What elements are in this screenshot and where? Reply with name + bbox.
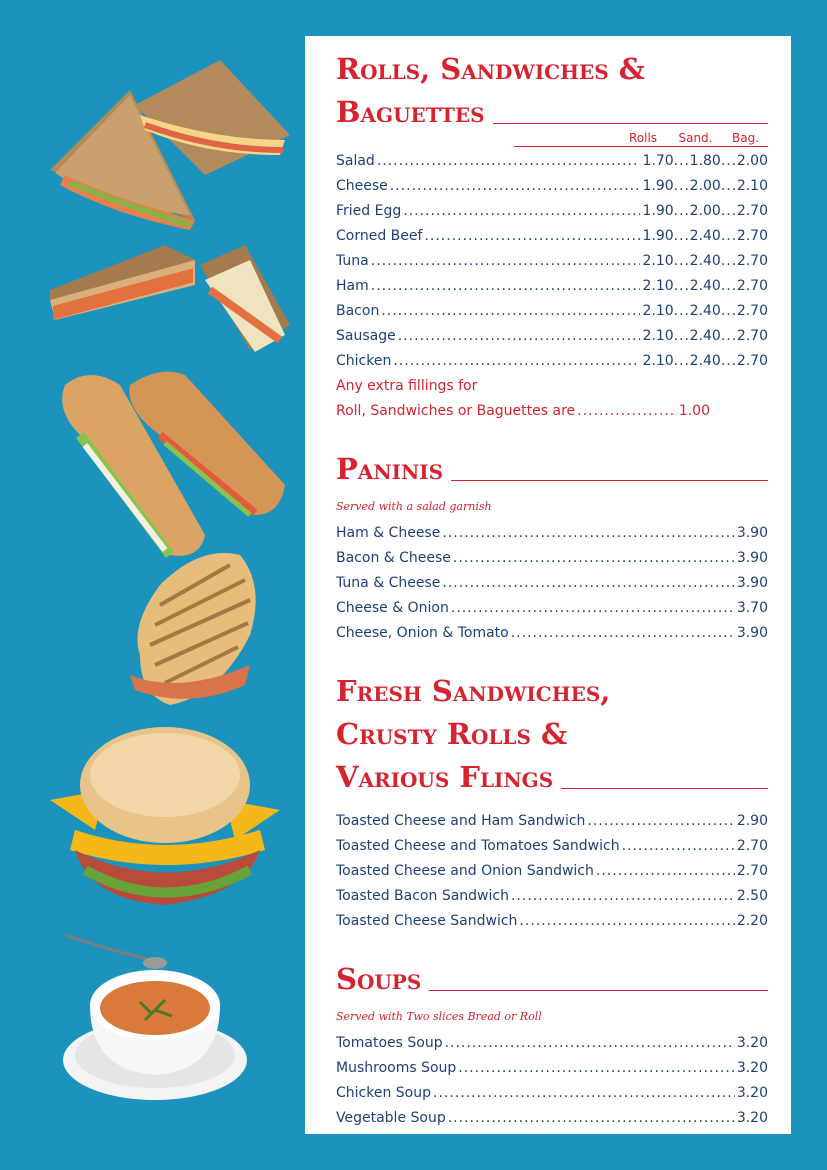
item-price-roll: 1.90 bbox=[642, 178, 674, 194]
item-name: Salad bbox=[336, 153, 375, 169]
section-title-line: Soups bbox=[336, 962, 422, 996]
section-title-line: Baguettes bbox=[336, 95, 485, 129]
item-price-roll: 2.10 bbox=[642, 303, 674, 319]
item-price-sandwich: 2.40 bbox=[689, 328, 721, 344]
menu-item-row bbox=[336, 249, 768, 274]
item-price-baguette: 2.00 bbox=[736, 153, 768, 169]
item-price-roll: 2.10 bbox=[642, 278, 674, 294]
item-price-roll: 1.90 bbox=[642, 228, 674, 244]
menu-item-row bbox=[336, 149, 768, 174]
item-name: Cheese & Onion bbox=[336, 600, 449, 616]
item-price-sandwich: 2.40 bbox=[689, 353, 721, 369]
menu-item-row bbox=[336, 596, 768, 621]
menu-item-row bbox=[336, 909, 768, 934]
item-name: Cheese, Onion & Tomato bbox=[336, 625, 509, 641]
item-price: 3.20 bbox=[736, 1035, 768, 1051]
extra-fillings-line: Any extra fillings for bbox=[336, 378, 478, 394]
extra-fillings-price: 1.00 bbox=[678, 403, 710, 419]
item-name: Tuna & Cheese bbox=[336, 575, 441, 591]
section-note: Served with a salad garnish bbox=[336, 500, 492, 513]
item-price-sandwich: 2.40 bbox=[689, 228, 721, 244]
menu-item-row bbox=[336, 809, 768, 834]
item-price: 3.90 bbox=[736, 550, 768, 566]
column-header-bag: Bag. bbox=[731, 131, 760, 145]
item-name: Toasted Cheese Sandwich bbox=[336, 913, 518, 929]
menu-item-row bbox=[336, 1106, 768, 1131]
item-name: Toasted Cheese and Ham Sandwich bbox=[336, 813, 586, 829]
section-title-line: Rolls, Sandwiches & bbox=[336, 52, 645, 86]
menu-item-row bbox=[336, 571, 768, 596]
item-price-roll: 2.10 bbox=[642, 328, 674, 344]
item-price: 2.20 bbox=[736, 913, 768, 929]
menu-item-row bbox=[336, 174, 768, 199]
item-price: 2.50 bbox=[736, 888, 768, 904]
item-price-sandwich: 2.00 bbox=[689, 203, 721, 219]
title-divider bbox=[429, 989, 768, 991]
item-price-baguette: 2.70 bbox=[736, 228, 768, 244]
section-paninis bbox=[336, 448, 768, 646]
item-price: 3.90 bbox=[736, 575, 768, 591]
item-price-roll: 2.10 bbox=[642, 253, 674, 269]
item-name: Mushrooms Soup bbox=[336, 1060, 457, 1076]
club-sandwich-image bbox=[45, 240, 295, 360]
item-name: Sausage bbox=[336, 328, 396, 344]
section-title-line: Crusty Rolls & bbox=[336, 717, 568, 751]
section-title-line: Fresh Sandwiches, bbox=[336, 674, 611, 708]
menu-item-row bbox=[336, 299, 768, 324]
item-price: 3.20 bbox=[736, 1110, 768, 1126]
menu-item-row bbox=[336, 521, 768, 546]
item-price-baguette: 2.70 bbox=[736, 303, 768, 319]
item-price-baguette: 2.70 bbox=[736, 278, 768, 294]
item-price-sandwich: 2.40 bbox=[689, 278, 721, 294]
item-name: Toasted Cheese and Onion Sandwich bbox=[336, 863, 594, 879]
sandwich-image bbox=[45, 55, 295, 240]
item-price-baguette: 2.70 bbox=[736, 203, 768, 219]
item-price: 2.70 bbox=[736, 838, 768, 854]
menu-item-row bbox=[336, 859, 768, 884]
item-price-baguette: 2.70 bbox=[736, 353, 768, 369]
burger-image bbox=[45, 720, 285, 915]
item-name: Ham & Cheese bbox=[336, 525, 441, 541]
menu-item-row bbox=[336, 224, 768, 249]
item-price-baguette: 2.70 bbox=[736, 253, 768, 269]
section-fresh-sandwiches bbox=[336, 670, 768, 934]
menu-item-row bbox=[336, 199, 768, 224]
item-name: Cheese bbox=[336, 178, 388, 194]
section-title-line: Paninis bbox=[336, 452, 444, 486]
section-title-line: Various Flings bbox=[336, 760, 554, 794]
title-divider bbox=[493, 122, 768, 124]
section-rolls-sandwiches-baguettes bbox=[336, 48, 768, 424]
menu-item-row bbox=[336, 324, 768, 349]
item-price-roll: 2.10 bbox=[642, 353, 674, 369]
item-name: Chicken bbox=[336, 353, 392, 369]
extra-fillings-note bbox=[336, 374, 768, 399]
baguette-image bbox=[50, 365, 290, 560]
item-name: Tomatoes Soup bbox=[336, 1035, 443, 1051]
item-name: Chicken Soup bbox=[336, 1085, 431, 1101]
item-price-sandwich: 1.80 bbox=[689, 153, 721, 169]
item-name: Bacon & Cheese bbox=[336, 550, 451, 566]
item-price: 3.20 bbox=[736, 1060, 768, 1076]
item-name: Bacon bbox=[336, 303, 380, 319]
title-divider bbox=[561, 787, 768, 789]
item-price: 3.70 bbox=[736, 600, 768, 616]
menu-item-row bbox=[336, 1031, 768, 1056]
title-divider bbox=[451, 479, 768, 481]
menu-content bbox=[336, 48, 768, 1131]
item-price-baguette: 2.10 bbox=[736, 178, 768, 194]
item-price: 2.70 bbox=[736, 863, 768, 879]
item-price: 2.90 bbox=[736, 813, 768, 829]
column-header-rule bbox=[514, 146, 768, 147]
item-name: Corned Beef bbox=[336, 228, 423, 244]
menu-item-row bbox=[336, 621, 768, 646]
item-price-sandwich: 2.00 bbox=[689, 178, 721, 194]
menu-item-row bbox=[336, 349, 768, 374]
menu-item-row bbox=[336, 834, 768, 859]
extra-fillings-row bbox=[336, 399, 768, 424]
item-name: Vegetable Soup bbox=[336, 1110, 446, 1126]
item-name: Tuna bbox=[336, 253, 369, 269]
item-price: 3.90 bbox=[736, 625, 768, 641]
column-header-sand: Sand. bbox=[678, 131, 713, 145]
item-price-sandwich: 2.40 bbox=[689, 303, 721, 319]
menu-item-row bbox=[336, 1081, 768, 1106]
menu-item-row bbox=[336, 546, 768, 571]
item-price-sandwich: 2.40 bbox=[689, 253, 721, 269]
item-name: Toasted Bacon Sandwich bbox=[336, 888, 509, 904]
item-price: 3.90 bbox=[736, 525, 768, 541]
item-name: Ham bbox=[336, 278, 369, 294]
item-price-roll: 1.90 bbox=[642, 203, 674, 219]
menu-item-row bbox=[336, 1056, 768, 1081]
item-name: Toasted Cheese and Tomatoes Sandwich bbox=[336, 838, 620, 854]
section-note: Served with Two slices Bread or Roll bbox=[336, 1010, 542, 1023]
section-soups bbox=[336, 958, 768, 1131]
item-price-baguette: 2.70 bbox=[736, 328, 768, 344]
item-name: Fried Egg bbox=[336, 203, 402, 219]
item-price-roll: 1.70 bbox=[642, 153, 674, 169]
extra-fillings-line: Roll, Sandwiches or Baguettes are bbox=[336, 403, 576, 419]
soup-image bbox=[60, 930, 255, 1105]
menu-item-row bbox=[336, 274, 768, 299]
item-price: 3.20 bbox=[736, 1085, 768, 1101]
column-header-rolls: Rolls bbox=[628, 131, 658, 145]
menu-item-row bbox=[336, 884, 768, 909]
menu-panel bbox=[305, 36, 791, 1134]
panini-image bbox=[120, 545, 265, 710]
